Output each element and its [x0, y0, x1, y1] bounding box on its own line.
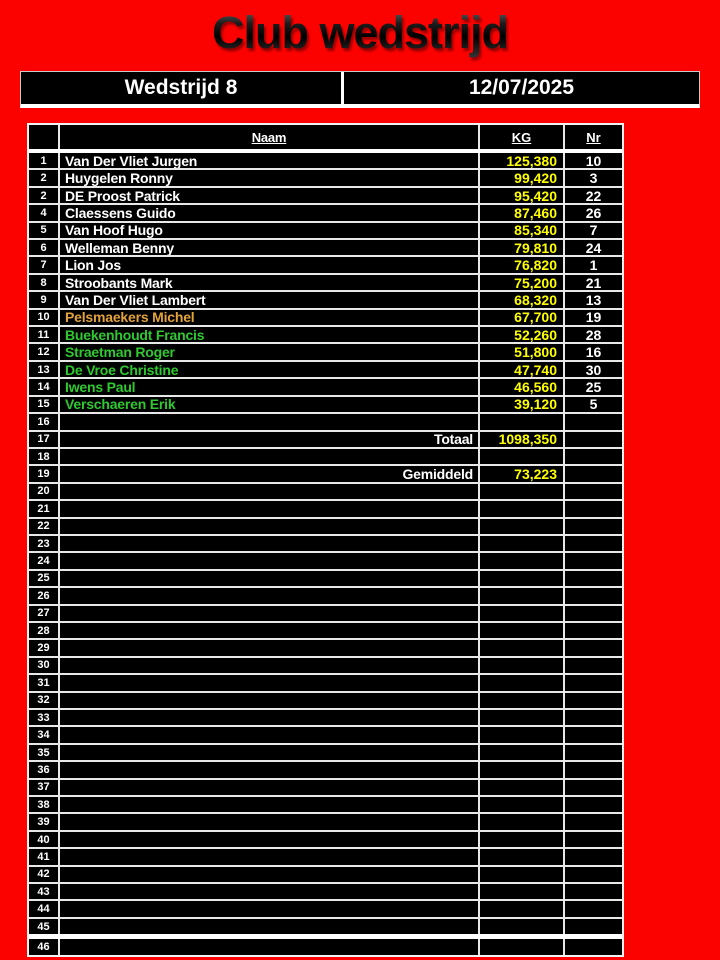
kg-cell: [480, 571, 565, 586]
kg-cell: [480, 780, 565, 795]
kg-cell: [480, 901, 565, 916]
kg-cell: [480, 797, 565, 812]
rank-cell: 7: [29, 257, 60, 272]
kg-cell: [480, 501, 565, 516]
nr-cell: [565, 553, 622, 568]
table-row: [29, 569, 622, 586]
kg-cell: [480, 588, 565, 603]
table-row: [29, 586, 622, 603]
table-row: [29, 255, 622, 272]
name-cell: [60, 519, 480, 534]
rank-cell: 33: [29, 710, 60, 725]
name-cell: [60, 762, 480, 777]
nr-cell: [565, 606, 622, 621]
name-cell: [60, 901, 480, 916]
table-row: [29, 168, 622, 185]
table-row: [29, 760, 622, 777]
rank-cell: 23: [29, 536, 60, 551]
table-row: [29, 273, 622, 290]
table-row: [29, 743, 622, 760]
kg-cell: [480, 762, 565, 777]
name-cell: [60, 780, 480, 795]
name-cell: Gemiddeld: [60, 466, 480, 481]
rank-cell: 20: [29, 484, 60, 499]
rank-cell: 17: [29, 432, 60, 447]
kg-cell: 1098,350: [480, 432, 565, 447]
name-cell: [60, 884, 480, 899]
header-naam: Naam: [60, 125, 480, 149]
name-cell: Van Hoof Hugo: [60, 223, 480, 238]
rank-cell: 42: [29, 867, 60, 882]
table-row: [29, 621, 622, 638]
nr-cell: [565, 710, 622, 725]
rank-cell: 10: [29, 310, 60, 325]
nr-cell: 26: [585, 205, 602, 221]
name-cell: [60, 658, 480, 673]
kg-cell: 47,740: [480, 362, 565, 377]
nr-cell: [565, 867, 622, 882]
kg-cell: 52,260: [480, 327, 565, 342]
rank-cell: 29: [29, 640, 60, 655]
rank-cell: 37: [29, 780, 60, 795]
rank-cell: 35: [29, 745, 60, 760]
kg-cell: 87,460: [480, 205, 565, 220]
name-cell: [60, 501, 480, 516]
kg-cell: [480, 623, 565, 638]
rank-cell: 45: [29, 919, 60, 934]
table-row: [29, 673, 622, 690]
nr-cell: 13: [585, 292, 602, 308]
table-row: [29, 325, 622, 342]
match-name-cell: Wedstrijd 8: [21, 72, 344, 104]
table-row: [29, 290, 622, 307]
table-row: [29, 203, 622, 220]
kg-cell: [480, 693, 565, 708]
header-rank: [29, 125, 60, 149]
name-cell: [60, 814, 480, 829]
kg-cell: 79,810: [480, 240, 565, 255]
rank-cell: 1: [29, 153, 60, 168]
table-row: [29, 865, 622, 882]
table-row: [29, 847, 622, 864]
kg-cell: 75,200: [480, 275, 565, 290]
rank-cell: 11: [29, 327, 60, 342]
table-row: [29, 377, 622, 394]
name-cell: [60, 449, 480, 464]
kg-cell: 46,560: [480, 379, 565, 394]
table-row: [29, 517, 622, 534]
name-cell: [60, 484, 480, 499]
rank-cell: 46: [29, 939, 60, 954]
header-kg: KG: [480, 125, 565, 149]
match-bar: [20, 71, 700, 108]
rank-cell: 34: [29, 727, 60, 742]
rank-cell: 27: [29, 606, 60, 621]
rank-cell: 4: [29, 205, 60, 220]
nr-cell: [565, 901, 622, 916]
rank-cell: 18: [29, 449, 60, 464]
rank-cell: 14: [29, 379, 60, 394]
match-date-cell: 12/07/2025: [468, 76, 575, 99]
table-row: [29, 795, 622, 812]
rank-cell: 16: [29, 414, 60, 429]
nr-cell: [565, 797, 622, 812]
name-cell: Lion Jos: [60, 257, 480, 272]
results-table-body: [29, 153, 622, 955]
kg-cell: [480, 449, 565, 464]
rank-cell: 28: [29, 623, 60, 638]
kg-cell: [480, 640, 565, 655]
nr-cell: 25: [585, 379, 602, 395]
name-cell: [60, 675, 480, 690]
table-row: [29, 812, 622, 829]
name-cell: [60, 536, 480, 551]
rank-cell: 41: [29, 849, 60, 864]
table-row: [29, 899, 622, 916]
nr-cell: [565, 658, 622, 673]
table-row: [29, 604, 622, 621]
name-cell: [60, 414, 480, 429]
kg-cell: [480, 939, 565, 954]
rank-cell: 19: [29, 466, 60, 481]
name-cell: [60, 553, 480, 568]
rank-cell: 25: [29, 571, 60, 586]
nr-cell: [565, 449, 622, 464]
kg-cell: 76,820: [480, 257, 565, 272]
nr-cell: 1: [589, 257, 598, 273]
nr-cell: [565, 484, 622, 499]
kg-cell: [480, 606, 565, 621]
kg-cell: 68,320: [480, 292, 565, 307]
nr-cell: [565, 588, 622, 603]
name-cell: Claessens Guido: [60, 205, 480, 220]
nr-cell: [565, 519, 622, 534]
name-cell: [60, 640, 480, 655]
kg-cell: 85,340: [480, 223, 565, 238]
table-row: [29, 430, 622, 447]
kg-cell: [480, 867, 565, 882]
table-row: [29, 395, 622, 412]
nr-cell: 30: [585, 361, 602, 378]
kg-cell: 73,223: [480, 466, 565, 481]
name-cell: [60, 919, 480, 934]
kg-cell: 125,380: [480, 153, 565, 168]
nr-cell: [565, 849, 622, 864]
kg-cell: 39,120: [480, 397, 565, 412]
rank-cell: 31: [29, 675, 60, 690]
name-cell: Van Der Vliet Jurgen: [60, 153, 480, 168]
name-cell: Verschaeren Erik: [60, 397, 480, 412]
rank-cell: 43: [29, 884, 60, 899]
name-cell: [60, 867, 480, 882]
nr-cell: 28: [585, 327, 602, 343]
nr-cell: 5: [589, 396, 598, 413]
nr-cell: [565, 919, 622, 934]
rank-cell: 13: [29, 362, 60, 377]
nr-cell: [565, 814, 622, 829]
rank-cell: 24: [29, 553, 60, 568]
rank-cell: 6: [29, 240, 60, 255]
kg-cell: 51,800: [480, 344, 565, 359]
nr-cell: 22: [585, 187, 602, 204]
nr-cell: [565, 466, 622, 481]
rank-cell: 15: [29, 397, 60, 412]
nr-cell: [565, 414, 622, 429]
rank-cell: 32: [29, 693, 60, 708]
kg-cell: [480, 919, 565, 934]
rank-cell: 40: [29, 832, 60, 847]
table-row: [29, 342, 622, 359]
kg-cell: 99,420: [480, 170, 565, 185]
table-row: [29, 934, 622, 954]
table-row: [29, 186, 622, 203]
rank-cell: 36: [29, 762, 60, 777]
kg-cell: [480, 884, 565, 899]
nr-cell: [565, 745, 622, 760]
name-cell: Straetman Roger: [60, 344, 480, 359]
header-nr: Nr: [586, 129, 601, 145]
page-title-text: Club wedstrijd: [211, 7, 508, 58]
nr-cell: 19: [585, 309, 602, 326]
rank-cell: 44: [29, 901, 60, 916]
table-row: [29, 308, 622, 325]
name-cell: Van Der Vliet Lambert: [60, 292, 480, 307]
table-row: [29, 447, 622, 464]
kg-cell: [480, 658, 565, 673]
kg-cell: 67,700: [480, 310, 565, 325]
nr-cell: [565, 536, 622, 551]
name-cell: Iwens Paul: [60, 379, 480, 394]
table-row: [29, 534, 622, 551]
rank-cell: 30: [29, 658, 60, 673]
table-row: [29, 882, 622, 899]
name-cell: [60, 939, 480, 954]
nr-cell: [565, 780, 622, 795]
kg-cell: [480, 536, 565, 551]
table-row: [29, 360, 622, 377]
table-row: [29, 725, 622, 742]
kg-cell: [480, 553, 565, 568]
kg-cell: [480, 675, 565, 690]
name-cell: Welleman Benny: [60, 240, 480, 255]
nr-cell: [565, 432, 622, 447]
name-cell: [60, 727, 480, 742]
nr-cell: [565, 693, 622, 708]
rank-cell: 22: [29, 519, 60, 534]
kg-cell: [480, 745, 565, 760]
nr-cell: [565, 832, 622, 847]
nr-cell: [565, 501, 622, 516]
table-row: [29, 830, 622, 847]
nr-cell: [565, 640, 622, 655]
table-row: [29, 221, 622, 238]
name-cell: De Vroe Christine: [60, 362, 480, 377]
name-cell: DE Proost Patrick: [60, 188, 480, 203]
rank-cell: 21: [29, 501, 60, 516]
nr-cell: 7: [589, 222, 598, 239]
nr-cell: [565, 675, 622, 690]
table-row: [29, 778, 622, 795]
rank-cell: 38: [29, 797, 60, 812]
rank-cell: 5: [29, 223, 60, 238]
name-cell: Stroobants Mark: [60, 275, 480, 290]
nr-cell: 24: [585, 240, 602, 256]
rank-cell: 2: [29, 188, 60, 203]
table-row: [29, 238, 622, 255]
table-row: [29, 412, 622, 429]
rank-cell: 39: [29, 814, 60, 829]
nr-cell: [565, 762, 622, 777]
rank-cell: 9: [29, 292, 60, 307]
name-cell: Buekenhoudt Francis: [60, 327, 480, 342]
rank-cell: 8: [29, 275, 60, 290]
name-cell: [60, 623, 480, 638]
table-row: [29, 153, 622, 168]
nr-cell: [565, 727, 622, 742]
nr-cell: 16: [585, 344, 602, 360]
name-cell: [60, 588, 480, 603]
name-cell: [60, 797, 480, 812]
table-row: [29, 482, 622, 499]
nr-cell: [565, 623, 622, 638]
table-row: [29, 638, 622, 655]
nr-cell: [565, 884, 622, 899]
table-row: [29, 551, 622, 568]
name-cell: [60, 606, 480, 621]
name-cell: [60, 693, 480, 708]
rank-cell: 2: [29, 170, 60, 185]
results-table: [27, 123, 624, 957]
name-cell: [60, 710, 480, 725]
name-cell: [60, 832, 480, 847]
kg-cell: [480, 814, 565, 829]
table-row: [29, 691, 622, 708]
kg-cell: [480, 849, 565, 864]
nr-cell: 3: [589, 170, 598, 186]
table-row: [29, 464, 622, 481]
rank-cell: 26: [29, 588, 60, 603]
rank-cell: 12: [29, 344, 60, 359]
table-row: [29, 656, 622, 673]
nr-cell: 21: [585, 274, 602, 291]
nr-cell: [565, 571, 622, 586]
table-row: [29, 708, 622, 725]
name-cell: [60, 745, 480, 760]
name-cell: Huygelen Ronny: [60, 170, 480, 185]
name-cell: Totaal: [60, 432, 480, 447]
kg-cell: [480, 727, 565, 742]
page-title: [0, 2, 720, 64]
table-row: [29, 499, 622, 516]
name-cell: [60, 571, 480, 586]
kg-cell: [480, 519, 565, 534]
table-header-row: [29, 125, 622, 153]
kg-cell: [480, 710, 565, 725]
kg-cell: [480, 832, 565, 847]
name-cell: Pelsmaekers Michel: [60, 310, 480, 325]
nr-cell: 10: [585, 153, 602, 169]
kg-cell: [480, 414, 565, 429]
nr-cell: [565, 939, 622, 954]
kg-cell: [480, 484, 565, 499]
kg-cell: 95,420: [480, 188, 565, 203]
name-cell: [60, 849, 480, 864]
table-row: [29, 917, 622, 934]
